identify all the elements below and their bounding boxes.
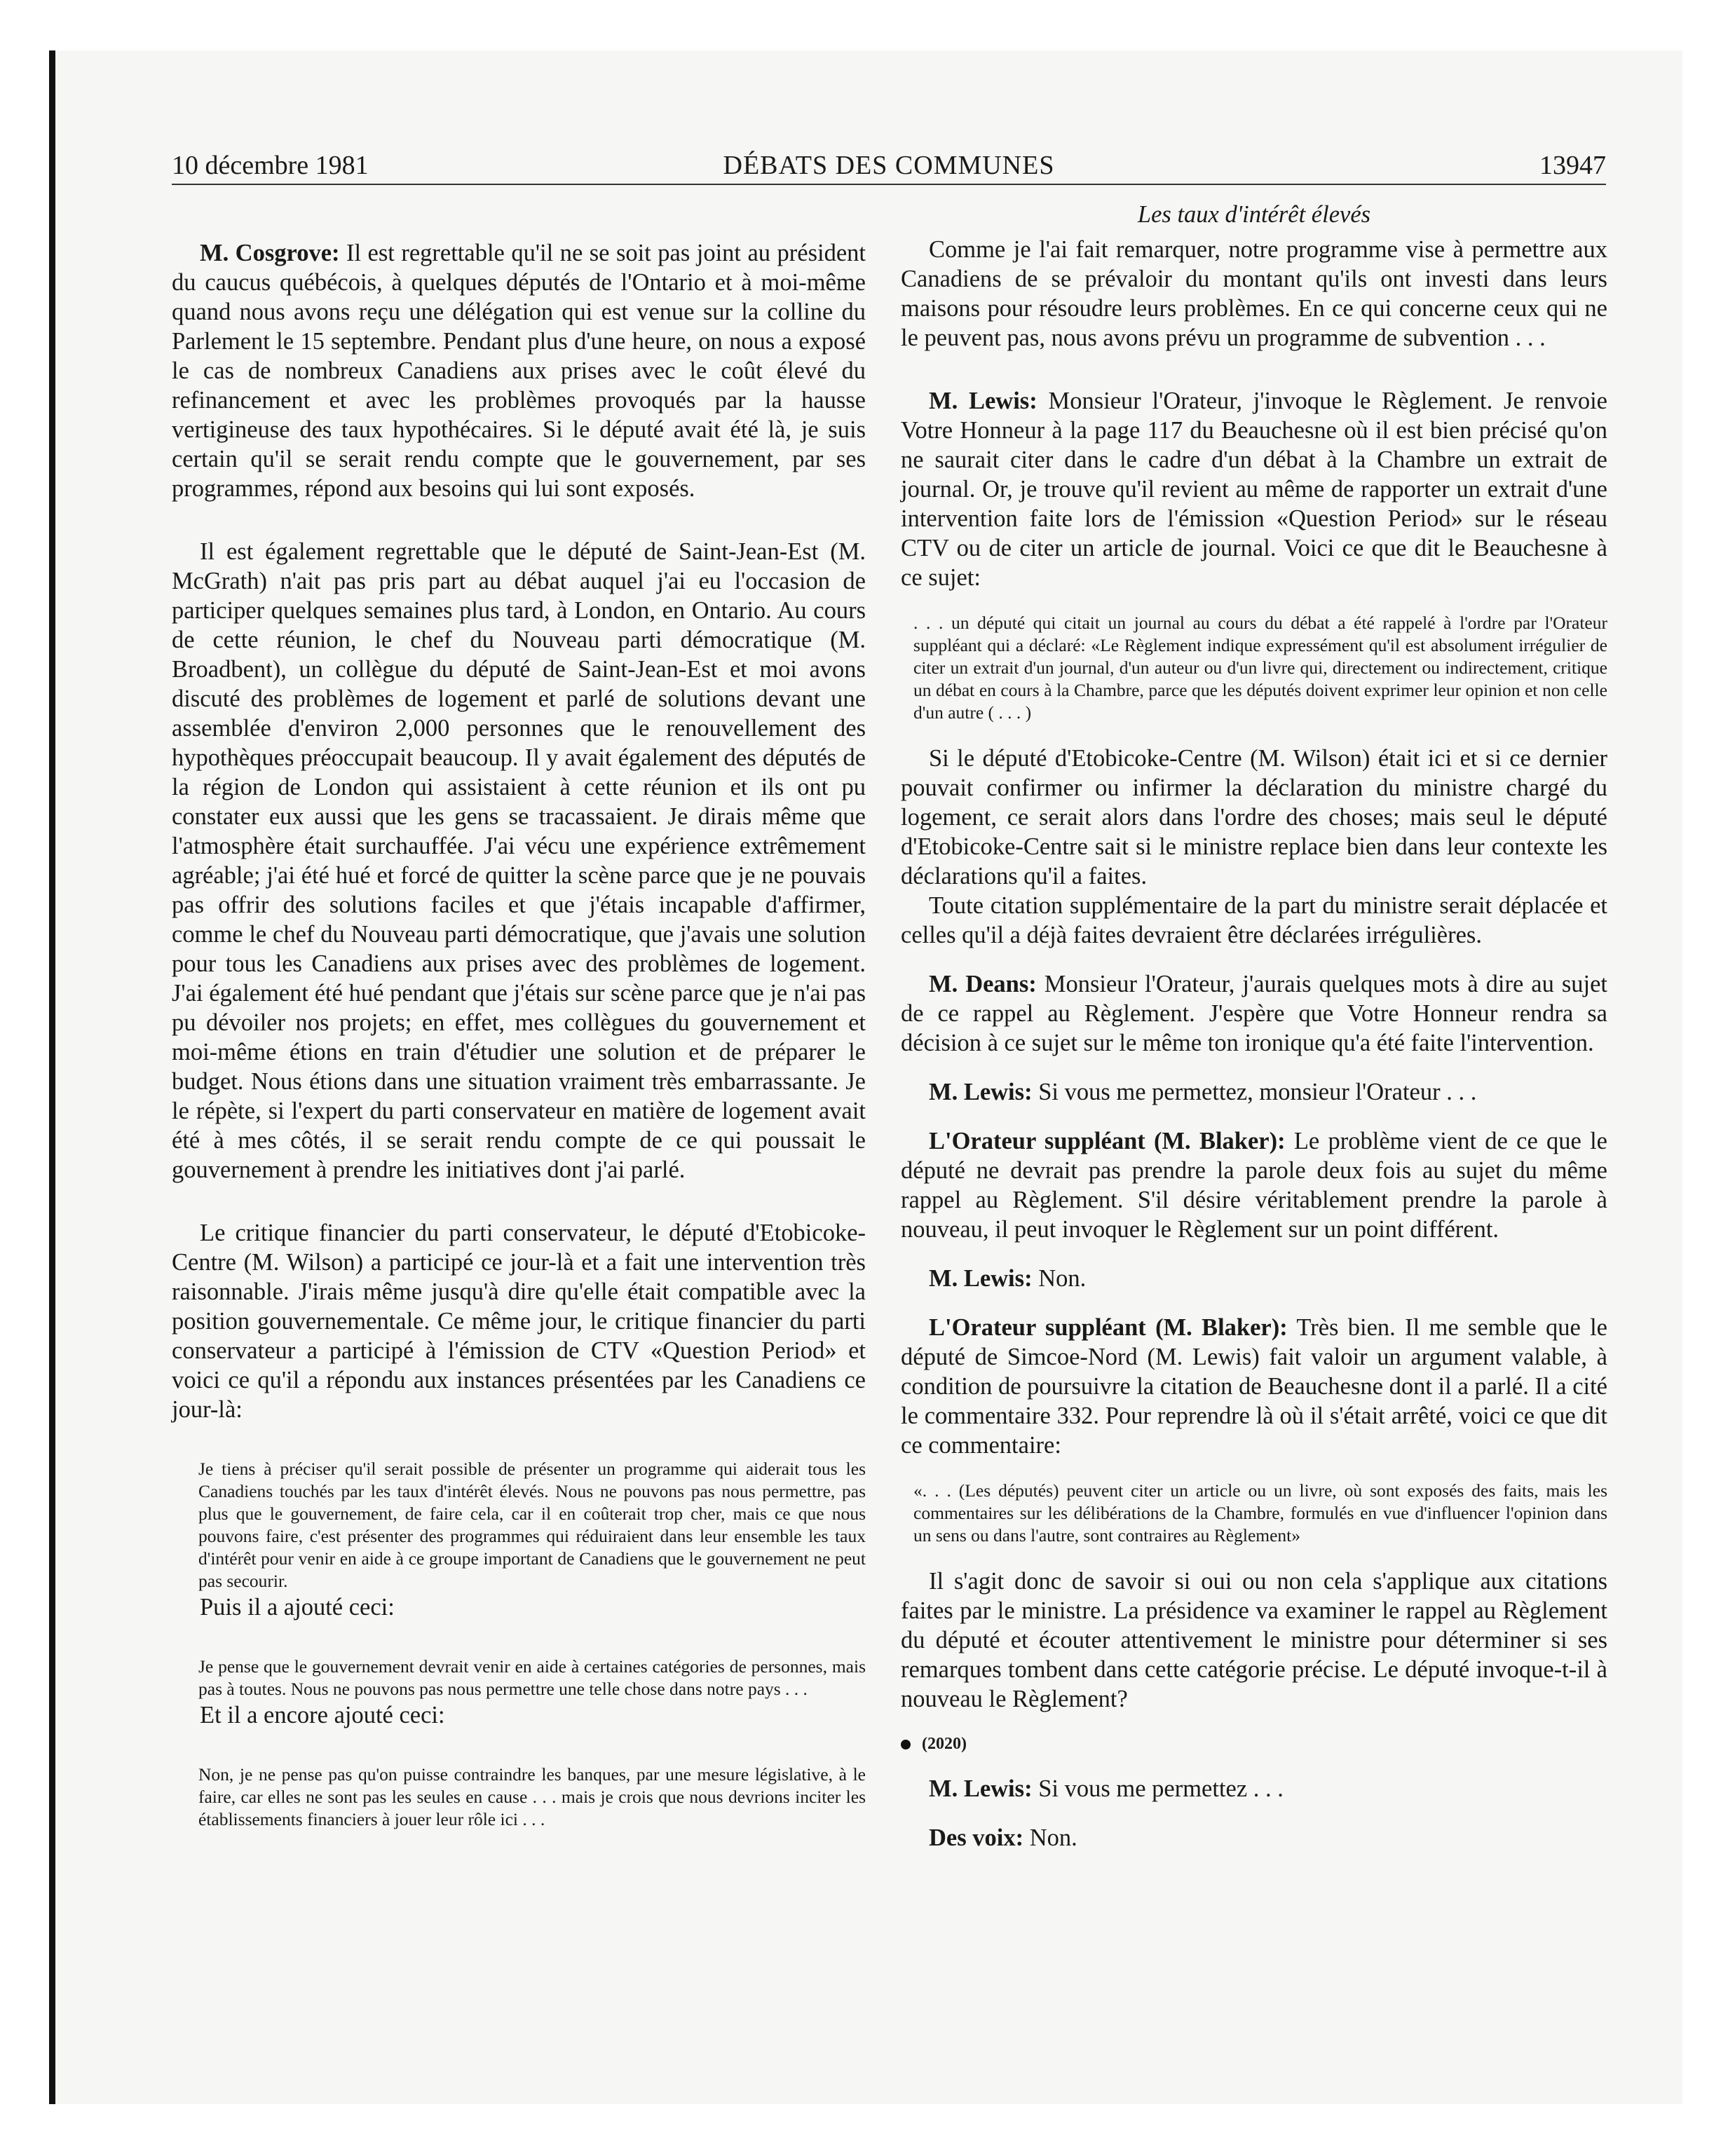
header-title: DÉBATS DES COMMUNES <box>723 151 1055 180</box>
block-quote: Je pense que le gouvernement devrait venir en aide à certaines catégories de personnes, mais pas à toutes. Nous ne pouvons pas nous permettre une telle chose dans notre pays . . . <box>198 1656 866 1699</box>
paragraph: M. Lewis: Si vous me permettez . . . <box>929 1775 1284 1802</box>
block-quote: Non, je ne pense pas qu'on puisse contraindre les banques, par une mesure législative, à le faire, car elles ne sont pas les seules en cause . . . mais je crois que nous devrions inciter les établissements financiers à jouer leur rôle ici . . . <box>198 1764 866 1829</box>
page-binding-edge <box>49 50 55 2104</box>
paragraph: Le critique financier du parti conservateur, le député d'Etobicoke-Centre (M. Wilson) a participé ce jour-là et a fait une intervention très raisonnable. J'irais même jusqu'à dire qu'elle était compatible avec la position gouvernementale. Ce même jour, le critique financier du parti conservateur a participé à l'émission de CTV «Question Period» et voici ce qu'il a répondu aux instances présentées par les Canadiens ce jour-là: <box>172 1220 866 1423</box>
paragraph: Comme je l'ai fait remarquer, notre programme vise à permettre aux Canadiens de se prévaloir du montant qu'ils ont investi dans leurs maisons pour résoudre leurs problèmes. En ce qui concerne ceux qui ne le peuvent pas, nous avons prévu un programme de subvention . . . <box>901 236 1607 351</box>
right-column <box>901 200 1607 1853</box>
lead-in-text: Et il a encore ajouté ceci: <box>200 1702 445 1728</box>
paragraph: Toute citation supplémentaire de la part du ministre serait déplacée et celles qu'il a déjà faites devraient être déclarées irrégulières. <box>901 892 1607 948</box>
speaker-name: M. Lewis: <box>929 388 1037 414</box>
speaker-name: M. Cosgrove: <box>200 240 340 266</box>
paragraph: M. Lewis: Monsieur l'Orateur, j'invoque le Règlement. Je renvoie Votre Honneur à la page 117 du Beauchesne où il est bien précisé qu'on ne saurait citer dans le cadre d'un débat à la Chambre un extrait de journal. Or, je trouve qu'il revient au même de rapporter un extrait d'une intervention faite lors de l'émission «Question Period» sur le réseau CTV ou de citer un article de journal. Voici ce que dit le Beauchesne à ce sujet: <box>901 388 1607 591</box>
lead-in-text: Puis il a ajouté ceci: <box>200 1594 395 1621</box>
time-marker: (2020) <box>901 1733 1607 1754</box>
block-quote: «. . . (Les députés) peuvent citer un article ou un livre, où sont exposés des faits, mais les commentaires sur les délibérations de la Chambre, formulés en vue d'influencer l'opinion dans un sens ou dans l'autre, sont contraires au Règlement» <box>913 1480 1607 1546</box>
speaker-name: L'Orateur suppléant (M. Blaker): <box>929 1128 1286 1154</box>
paragraph: M. Lewis: Non. <box>929 1265 1087 1292</box>
speaker-name: M. Lewis: <box>929 1775 1033 1802</box>
speaker-name: M. Deans: <box>929 971 1037 997</box>
paragraph: L'Orateur suppléant (M. Blaker): Le problème vient de ce que le député ne devrait pas prendre la parole deux fois au sujet du même rappel au Règlement. S'il désire véritablement prendre la parole à nouveau, il peut invoquer le Règlement sur un point différent. <box>901 1128 1607 1243</box>
paragraph: M. Deans: Monsieur l'Orateur, j'aurais quelques mots à dire au sujet de ce rappel au Règlement. J'espère que Votre Honneur rendra sa décision à ce sujet sur le même ton ironique qu'a été faite l'intervention. <box>901 971 1607 1056</box>
speaker-name: L'Orateur suppléant (M. Blaker): <box>929 1314 1288 1341</box>
paragraph: Il s'agit donc de savoir si oui ou non cela s'applique aux citations faites par le ministre. La présidence va examiner le rappel au Règlement du député et écouter attentivement le ministre pour déterminer si ses remarques tombent dans cette catégorie précise. Le député invoque-t-il à nouveau le Règlement? <box>901 1568 1607 1712</box>
block-quote: Je tiens à préciser qu'il serait possible de présenter un programme qui aiderait tous les Canadiens touchés par les taux d'intérêt élevés. Nous ne pouvons pas nous permettre, pas plus que le gouvernement, de faire cela, car il en coûterait trop cher, mais ce que nous pouvons faire, c'est présenter des programmes qui réduiraient dans leur ensemble les taux d'intérêt pour venir en aide à ce groupe important de Canadiens que le gouvernement ne peut pas secourir. <box>198 1459 866 1591</box>
paragraph: Des voix: Non. <box>929 1824 1077 1851</box>
header-date: 10 décembre 1981 <box>172 151 369 180</box>
paragraph: Il est également regrettable que le député de Saint-Jean-Est (M. McGrath) n'ait pas pris part au débat auquel j'ai eu l'occasion de participer quelques semaines plus tard, à London, en Ontario. Au cours de cette réunion, le chef du Nouveau parti démocratique (M. Broadbent), un collègue du député de Saint-Jean-Est et moi avons discuté des problèmes de logement et parlé de solutions devant une assemblée d'environ 2,000 personnes que le renouvellement des hypothèques préoccupait beaucoup. Il y avait également des députés de la région de London qui assistaient à cette réunion et ils ont pu constater eux aussi que les gens se tracassaient. Je dirais même que l'atmosphère était surchauffée. J'ai vécu une expérience extrêmement agréable; j'ai été hué et forcé de quitter la scène parce que je ne pouvais pas offrir des solutions faciles et que j'étais incapable d'affirmer, comme le chef du Nouveau parti démocratique, que j'avais une solution pour tous les Canadiens aux prises avec des problèmes de logement. J'ai également été hué pendant que j'étais sur scène parce que je n'ai pas pu dévoiler nos projets; en effet, mes collègues du gouvernement et moi-même étions en train d'étudier une solution et de préparer le budget. Nous étions dans une situation vraiment très embarrassante. Je le répète, si l'expert du parti conservateur en matière de logement avait été à mes côtés, il se serait rendu compte de ce qui poussait le gouvernement à prendre les initiatives dont j'ai parlé. <box>172 538 866 1183</box>
speaker-name: M. Lewis: <box>929 1079 1033 1105</box>
left-column <box>172 238 866 1831</box>
section-subheading: Les taux d'intérêt élevés <box>1137 201 1371 228</box>
paragraph: M. Cosgrove: Il est regrettable qu'il ne se soit pas joint au président du caucus québécois, à quelques députés de l'Ontario et à moi-même quand nous avons reçu une délégation qui est venue sur la colline du Parlement le 15 septembre. Pendant plus d'une heure, on nous a exposé le cas de nombreux Canadiens aux prises avec le coût élevé du refinancement et avec les problèmes provoqués par la hausse vertigineuse des taux hypothécaires. Si le député avait été là, je suis certain qu'il se serait rendu compte que le gouvernement, par ses programmes, répond aux besoins qui lui sont exposés. <box>172 240 866 502</box>
bullet-icon <box>901 1740 911 1749</box>
paragraph: M. Lewis: Si vous me permettez, monsieur l'Orateur . . . <box>929 1079 1477 1105</box>
header-page-number: 13947 <box>1539 151 1606 180</box>
paragraph: L'Orateur suppléant (M. Blaker): Très bien. Il me semble que le député de Simcoe-Nord (M. Lewis) fait valoir un argument valable, à condition de poursuivre la citation de Beauchesne dont il a parlé. Il a cité le commentaire 332. Pour reprendre là où il s'était arrêté, voici ce que dit ce commentaire: <box>901 1314 1607 1459</box>
speaker-name: M. Lewis: <box>929 1265 1033 1292</box>
block-quote: . . . un député qui citait un journal au cours du débat a été rappelé à l'ordre par l'Orateur suppléant qui a déclaré: «Le Règlement indique expressément qu'il est absolument irrégulier de citer un extrait d'un journal, d'un auteur ou d'un livre qui, directement ou indirectement, critique un débat en cours à la Chambre, parce que les députés doivent exprimer leur opinion et non celle d'un autre ( . . . ) <box>913 613 1607 723</box>
page-header <box>172 147 1606 185</box>
paragraph: Si le député d'Etobicoke-Centre (M. Wilson) était ici et si ce dernier pouvait confirmer ou infirmer la déclaration du ministre chargé du logement, ce serait alors dans l'ordre des choses; mais seul le député d'Etobicoke-Centre sait si le ministre replace bien dans leur contexte les déclarations qu'il a faites. <box>901 745 1607 889</box>
speaker-name: Des voix: <box>929 1824 1024 1851</box>
